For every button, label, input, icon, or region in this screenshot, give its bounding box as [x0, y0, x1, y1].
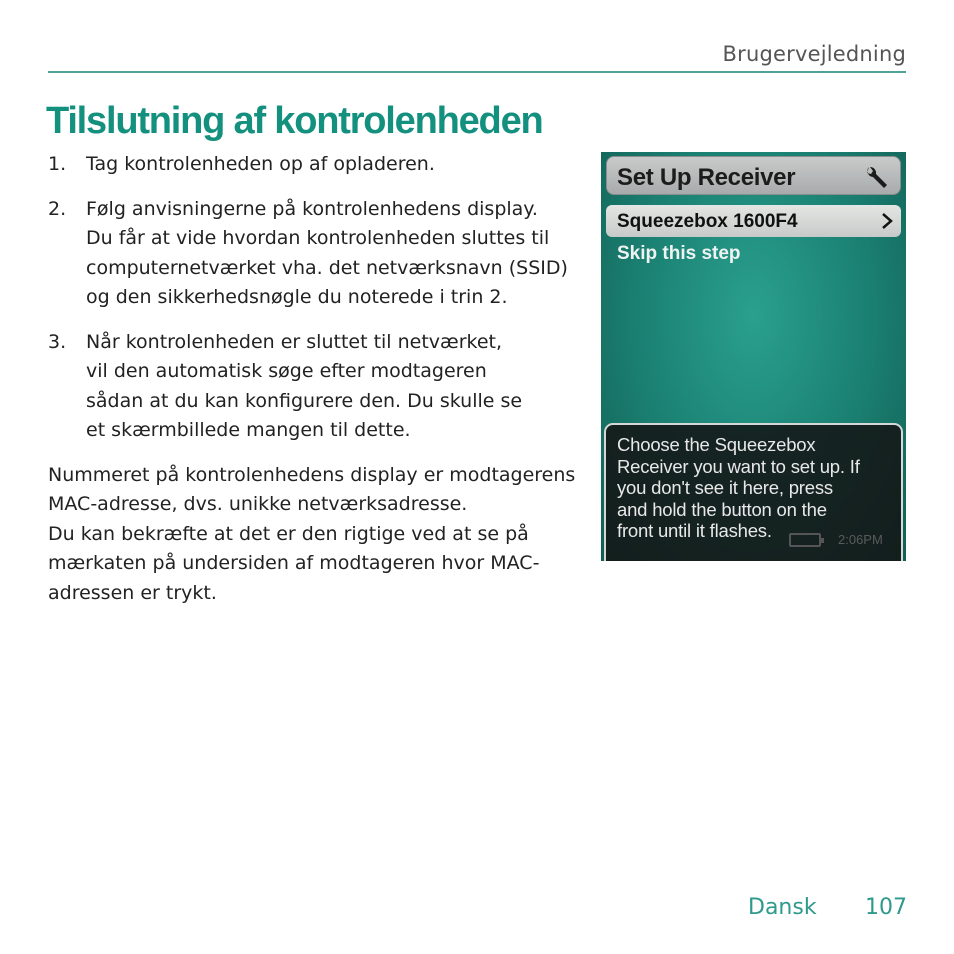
page-heading: Tilslutning af kontrolenheden [46, 100, 543, 142]
step-line: Tag kontrolenheden op af opladeren. [86, 153, 435, 175]
step-item [48, 328, 593, 446]
header-rule [48, 71, 906, 73]
step-line: og den sikkerhedsnøgle du noterede i trin 2. [86, 286, 508, 308]
paragraph-line: MAC-adresse, dvs. unikke netværksadresse. [48, 493, 468, 515]
paragraph-line: Nummeret på kontrolenhedens display er modtagerens [48, 463, 576, 486]
footer-language: Dansk [748, 895, 817, 920]
step-line: et skærmbillede mangen til dette. [86, 419, 411, 441]
device-title: Set Up Receiver [617, 164, 796, 191]
page-number: 107 [865, 895, 907, 920]
help-line: Choose the Squeezebox [617, 434, 816, 455]
step-line: vil den automatisk søge efter modtageren [86, 360, 487, 382]
battery-icon [789, 533, 821, 547]
steps-list [48, 150, 593, 446]
paragraph-line: Du kan bekræfte at det er den rigtige ved at se på [48, 522, 529, 545]
wrench-icon[interactable] [864, 164, 890, 190]
menu-item-label: Squeezebox 1600F4 [617, 211, 798, 232]
step-line: sådan at du kan konfigurere den. Du skulle se [86, 389, 523, 412]
step-line: Følg anvisningerne på kontrolenhedens display. [86, 197, 538, 220]
step-number: 2. [48, 197, 67, 220]
header-title: Brugervejledning [722, 42, 906, 66]
status-clock: 2:06PM [838, 532, 883, 547]
chevron-right-icon [881, 213, 893, 229]
step-number: 3. [48, 330, 67, 353]
help-text [617, 434, 897, 542]
paragraph-line: adressen er trykt. [48, 581, 217, 604]
step-item [48, 195, 593, 313]
help-line: Receiver you want to set up. If [617, 455, 860, 477]
body-text [48, 150, 593, 608]
help-popup [604, 423, 903, 561]
device-screenshot [601, 152, 906, 561]
step-number: 1. [48, 153, 67, 175]
help-line: and hold the button on the [617, 498, 827, 520]
help-line: you don't see it here, press [617, 477, 833, 499]
info-paragraph [48, 461, 593, 609]
step-item [48, 150, 593, 180]
step-line: Når kontrolenheden er sluttet til netværket, [86, 330, 503, 353]
help-line: front until it flashes. [617, 520, 772, 542]
menu-item-skip[interactable]: Skip this step [617, 243, 741, 264]
step-line: Du får at vide hvordan kontrolenheden sluttes til [86, 227, 550, 249]
device-titlebar [606, 156, 901, 195]
menu-item-squeezebox[interactable] [606, 205, 901, 237]
paragraph-line: mærkaten på undersiden af modtageren hvor MAC- [48, 552, 540, 574]
step-line: computernetværket vha. det netværksnavn (SSID) [86, 256, 568, 279]
